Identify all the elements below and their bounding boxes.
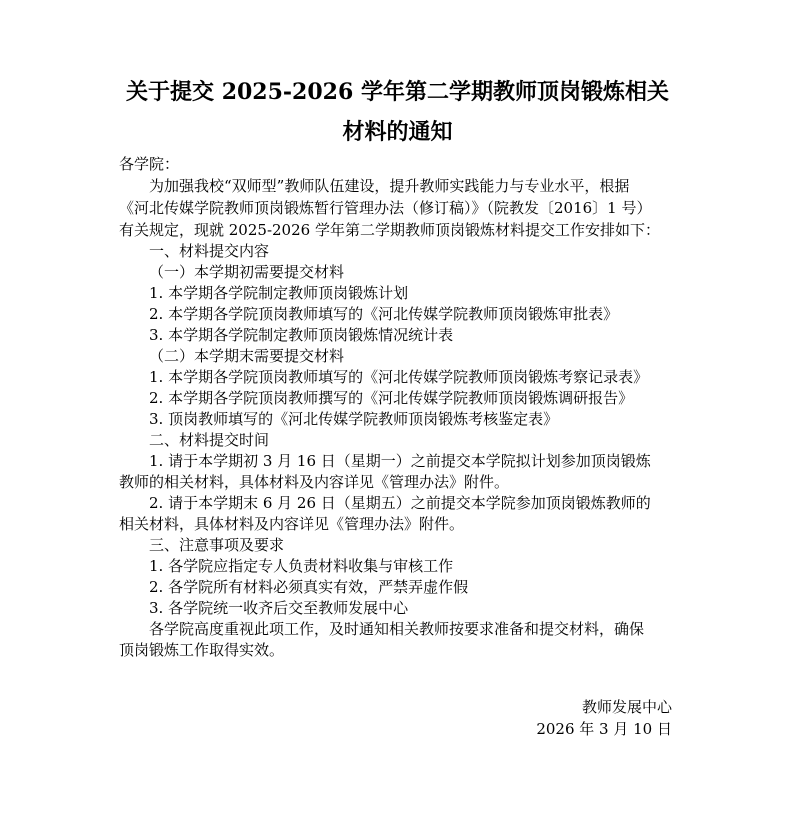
paragraph-line: 教师的相关材料，具体材料及内容详见《管理办法》附件。 — [119, 473, 510, 491]
list-item: 2. 各学院所有材料必须真实有效，严禁弄虚作假 — [149, 578, 469, 596]
intro-line: 有关规定，现就 2025-2026 学年第二学期教师顶岗锻炼材料提交工作安排如下： — [119, 221, 660, 239]
section-2-heading: 二、材料提交时间 — [149, 431, 270, 449]
paragraph-line: 1. 请于本学期初 3 月 16 日（星期一）之前提交本学院拟计划参加顶岗锻炼 — [149, 452, 651, 470]
list-item: 3. 顶岗教师填写的《河北传媒学院教师顶岗锻炼考核鉴定表》 — [149, 410, 559, 428]
list-item: 2. 本学期各学院顶岗教师撰写的《河北传媒学院教师顶岗锻炼调研报告》 — [149, 389, 634, 407]
intro-line: 为加强我校“双师型”教师队伍建设，提升教师实践能力与专业水平，根据 — [149, 177, 630, 195]
section-3-heading: 三、注意事项及要求 — [149, 536, 285, 554]
list-item: 3. 各学院统一收齐后交至教师发展中心 — [149, 599, 409, 617]
section-1-heading: 一、材料提交内容 — [149, 242, 270, 260]
list-item: 2. 本学期各学院顶岗教师填写的《河北传媒学院教师顶岗锻炼审批表》 — [149, 305, 619, 323]
signature-organization: 教师发展中心 — [581, 698, 672, 716]
signature-date: 2026 年 3 月 10 日 — [536, 720, 672, 738]
salutation: 各学院： — [119, 155, 180, 173]
closing-line: 顶岗锻炼工作取得实效。 — [119, 641, 285, 659]
list-item: 1. 本学期各学院顶岗教师填写的《河北传媒学院教师顶岗锻炼考察记录表》 — [149, 368, 649, 386]
document-title-line-1: 关于提交 2025-2026 学年第二学期教师顶岗锻炼相关 — [126, 79, 669, 105]
intro-line: 《河北传媒学院教师顶岗锻炼暂行管理办法（修订稿）》（院教发〔2016〕1 号） — [119, 199, 652, 217]
section-1-sub-1-heading: （一）本学期初需要提交材料 — [149, 263, 345, 281]
section-1-sub-2-heading: （二）本学期末需要提交材料 — [149, 347, 345, 365]
paragraph-line: 相关材料，具体材料及内容详见《管理办法》附件。 — [119, 515, 465, 533]
list-item: 1. 各学院应指定专人负责材料收集与审核工作 — [149, 557, 454, 575]
document-title-line-2: 材料的通知 — [342, 119, 453, 145]
closing-line: 各学院高度重视此项工作，及时通知相关教师按要求准备和提交材料，确保 — [149, 620, 645, 638]
list-item: 3. 本学期各学院制定教师顶岗锻炼情况统计表 — [149, 326, 454, 344]
list-item: 1. 本学期各学院制定教师顶岗锻炼计划 — [149, 284, 409, 302]
paragraph-line: 2. 请于本学期末 6 月 26 日（星期五）之前提交本学院参加顶岗锻炼教师的 — [149, 494, 651, 512]
